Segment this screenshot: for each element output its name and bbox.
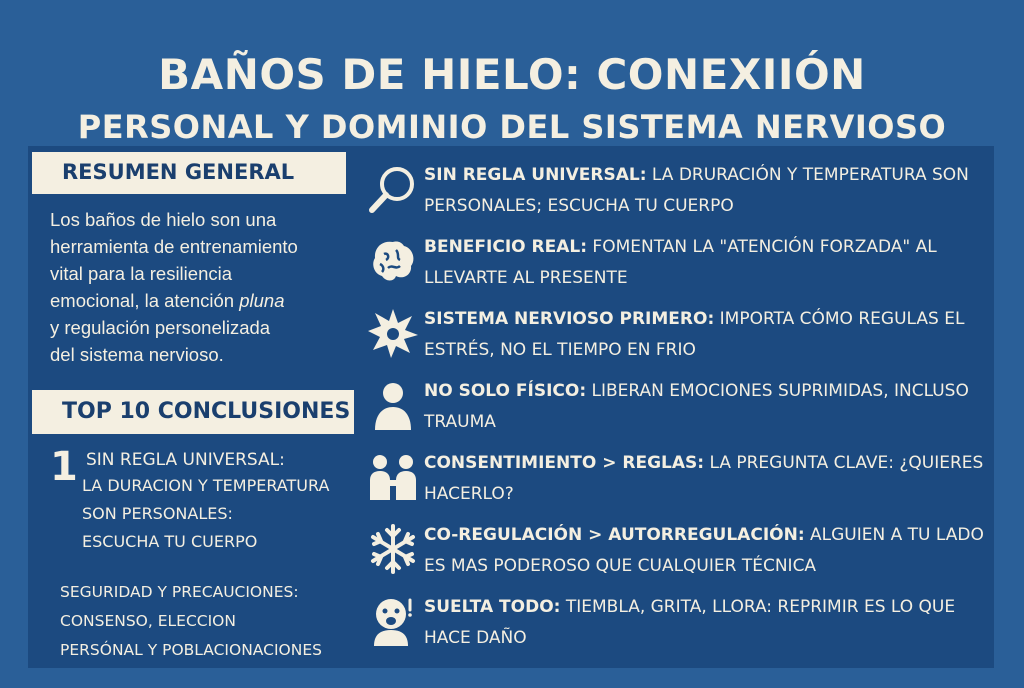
nervous-burst-icon: [366, 306, 420, 360]
point-row: [366, 232, 986, 302]
summary-line: herramienta de entrenamiento: [50, 236, 298, 257]
point-row: [366, 160, 986, 230]
person-icon: [366, 378, 420, 432]
summary-line: del sistema nervioso.: [50, 344, 224, 365]
magnifier-icon: [366, 162, 420, 216]
summary-line: emocional, la atención pluna: [50, 290, 285, 311]
point-bold: CONSENTIMIENTO > REGLAS:: [424, 453, 705, 473]
item-1-line: ESCUCHA TU CUERPO: [82, 532, 258, 551]
point-text: [424, 160, 984, 222]
page-title: [0, 49, 1024, 149]
security-line: SEGURIDAD Y PRECAUCIONES:: [60, 583, 299, 601]
point-row: [366, 592, 986, 662]
summary-line: vital para la resiliencia: [50, 263, 233, 284]
point-text: [424, 448, 984, 510]
right-column: [366, 160, 986, 660]
point-text: [424, 304, 984, 366]
point-bold: NO SOLO FÍSICO:: [424, 381, 587, 401]
summary-line: Los baños de hielo son una: [50, 209, 277, 230]
item-1-body: [82, 472, 357, 556]
point-bold: BENEFICIO REAL:: [424, 237, 588, 257]
security-note: [60, 578, 358, 665]
top10-label: TOP 10 CONCLUSIONES: [32, 390, 354, 434]
point-rest: LIBERAN EMOCIONES SUPRIMIDAS, INCLUSO TRAUMA: [424, 381, 969, 432]
point-rest: LA DRURACIÓN Y TEMPERATURA SON PERSONALES; ESCUCHA TU CUERPO: [424, 165, 969, 216]
summary-line: y regulación personelizada: [50, 317, 271, 338]
point-row: [366, 376, 986, 446]
point-row: [366, 448, 986, 518]
point-bold: CO-REGULACIÓN > AUTORREGULACIÓN:: [424, 525, 805, 545]
two-people-icon: [366, 450, 420, 504]
point-rest: IMPORTA CÓMO REGULAS EL ESTRÉS, NO EL TIEMPO EN FRIO: [424, 309, 965, 360]
title-line-1: BAÑOS DE HIELO: CONEXIIÓN: [158, 50, 866, 100]
point-bold: SIN REGLA UNIVERSAL:: [424, 165, 647, 185]
point-row: [366, 304, 986, 374]
item-number: 1: [50, 444, 78, 490]
summary-text: [50, 206, 350, 368]
point-text: [424, 592, 984, 654]
snowflake-icon: [366, 522, 420, 576]
point-rest: ALGUIEN A TU LADO ES MAS PODEROSO QUE CUALQUIER TÉCNICA: [424, 525, 984, 576]
point-rest: LA PREGUNTA CLAVE: ¿QUIERES HACERLO?: [424, 453, 984, 504]
point-text: [424, 520, 984, 582]
point-row: [366, 520, 986, 590]
point-text: [424, 232, 984, 294]
security-line: CONSENSO, ELECCION: [60, 612, 236, 630]
point-bold: SISTEMA NERVIOSO PRIMERO:: [424, 309, 715, 329]
content-panel: [28, 146, 994, 668]
title-line-2: PERSONAL Y DOMINIO DEL SISTEMA NERVIOSO: [77, 108, 947, 147]
shouting-face-icon: [366, 594, 420, 648]
point-rest: FOMENTAN LA "ATENCIÓN FORZADA" AL LLEVARTE AL PRESENTE: [424, 237, 937, 288]
point-rest: TIEMBLA, GRITA, LLORA: REPRIMIR ES LO QUE HACE DAÑO: [424, 597, 956, 648]
item-1-line: SON PERSONALES:: [82, 504, 233, 523]
summary-label: RESUMEN GENERAL: [32, 152, 346, 194]
security-line: PERSÓNAL Y POBLACIONACIONES: [60, 641, 322, 659]
point-bold: SUELTA TODO:: [424, 597, 561, 617]
item-1-line: LA DURACION Y TEMPERATURA: [82, 476, 330, 495]
brain-icon: [366, 234, 420, 288]
item-1-title: SIN REGLA UNIVERSAL:: [86, 450, 285, 470]
left-column: [28, 146, 358, 668]
point-text: [424, 376, 984, 438]
